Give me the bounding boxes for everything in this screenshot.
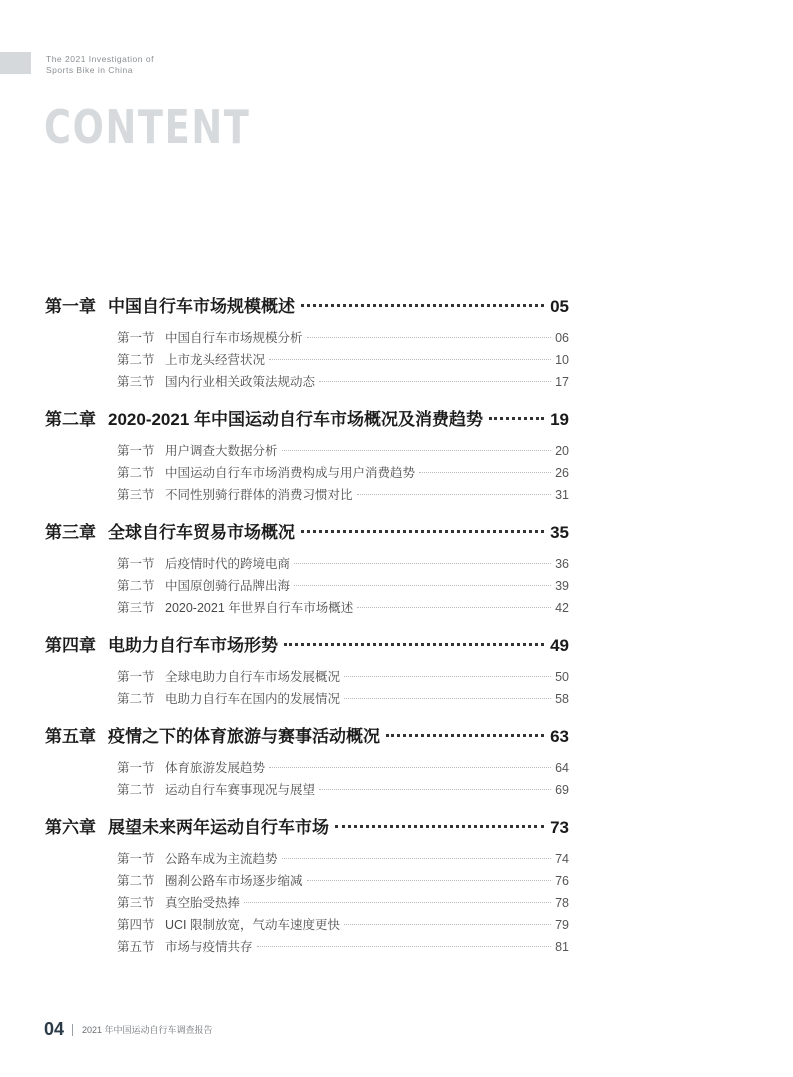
section-leader-dots [294,563,551,564]
section-leader-dots [269,359,551,360]
section-leader-dots [269,767,551,768]
footer [44,1019,213,1040]
section-number: 第一节 [117,852,155,866]
toc-chapter-entry[interactable] [45,405,569,435]
chapter-leader-dots [301,530,544,533]
toc-section-entry[interactable] [117,440,569,462]
chapter-page-number: 49 [550,636,569,655]
section-leader-dots [307,880,552,881]
toc-section-list [45,435,569,506]
section-page-number: 31 [555,488,569,502]
toc-chapter-entry[interactable] [45,518,569,548]
chapter-title: 展望未来两年运动自行车市场 [108,818,329,837]
header-subtitle [46,54,154,76]
chapter-number: 第三章 [45,523,96,542]
chapter-leader-dots [301,304,544,307]
section-leader-dots [319,789,551,790]
section-number: 第三节 [117,896,155,910]
section-title: 中国运动自行车市场消费构成与用户消费趋势 [165,466,416,480]
section-leader-dots [282,450,552,451]
toc-section-entry[interactable] [117,848,569,870]
toc-section-entry[interactable] [117,688,569,710]
chapter-page-number: 63 [550,727,569,746]
section-page-number: 69 [555,783,569,797]
toc-section-entry[interactable] [117,597,569,619]
chapter-number: 第六章 [45,818,96,837]
section-leader-dots [357,494,552,495]
section-leader-dots [319,381,551,382]
toc-section-entry[interactable] [117,892,569,914]
chapter-title: 中国自行车市场规模概述 [108,297,295,316]
section-leader-dots [307,337,552,338]
section-number: 第一节 [117,761,155,775]
section-leader-dots [344,698,551,699]
section-title: 运动自行车赛事现况与展望 [165,783,316,797]
toc-section-entry[interactable] [117,779,569,801]
chapter-leader-dots [489,417,544,420]
section-number: 第二节 [117,466,155,480]
section-page-number: 39 [555,579,569,593]
chapter-leader-dots [335,825,544,828]
toc-section-entry[interactable] [117,914,569,936]
toc-section-entry[interactable] [117,462,569,484]
chapter-number: 第五章 [45,727,96,746]
section-page-number: 36 [555,557,569,571]
section-title: 国内行业相关政策法规动态 [165,375,316,389]
toc-section-entry[interactable] [117,349,569,371]
section-title: 圈刹公路车市场逐步缩减 [165,874,303,888]
section-title: 真空胎受热捧 [165,896,241,910]
section-page-number: 64 [555,761,569,775]
chapter-title: 电助力自行车市场形势 [108,636,278,655]
section-title: UCI 限制放宽，气动车速度更快 [165,918,341,932]
chapter-title: 全球自行车贸易市场概况 [108,523,295,542]
section-number: 第一节 [117,444,155,458]
section-number: 第一节 [117,331,155,345]
section-leader-dots [419,472,551,473]
toc-section-entry[interactable] [117,666,569,688]
section-number: 第二节 [117,579,155,593]
section-title: 2020-2021 年世界自行车市场概述 [165,601,354,615]
section-title: 不同性别骑行群体的消费习惯对比 [165,488,353,502]
section-number: 第一节 [117,557,155,571]
section-leader-dots [244,902,551,903]
toc-chapter [45,631,569,710]
section-leader-dots [344,676,551,677]
section-title: 体育旅游发展趋势 [165,761,266,775]
section-number: 第二节 [117,874,155,888]
chapter-page-number: 35 [550,523,569,542]
toc-section-list [45,843,569,958]
section-number: 第三节 [117,601,155,615]
section-page-number: 42 [555,601,569,615]
section-page-number: 10 [555,353,569,367]
section-number: 第三节 [117,488,155,502]
chapter-number: 第二章 [45,410,96,429]
section-title: 上市龙头经营状况 [165,353,266,367]
toc-section-list [45,661,569,710]
section-title: 市场与疫情共存 [165,940,253,954]
toc-section-list [45,752,569,801]
section-page-number: 79 [555,918,569,932]
section-title: 全球电助力自行车市场发展概况 [165,670,341,684]
toc-section-list [45,322,569,393]
toc-section-entry[interactable] [117,757,569,779]
chapter-page-number: 73 [550,818,569,837]
section-number: 第一节 [117,670,155,684]
section-number: 第五节 [117,940,155,954]
section-number: 第二节 [117,783,155,797]
toc-chapter [45,292,569,393]
section-page-number: 81 [555,940,569,954]
toc-section-entry[interactable] [117,575,569,597]
section-page-number: 20 [555,444,569,458]
toc-section-list [45,548,569,619]
section-title: 中国原创骑行品牌出海 [165,579,291,593]
toc-section-entry[interactable] [117,484,569,506]
section-leader-dots [294,585,551,586]
page-title: CONTENT [44,100,251,154]
section-page-number: 26 [555,466,569,480]
toc-chapter-entry[interactable] [45,292,569,322]
table-of-contents [45,292,569,970]
section-page-number: 17 [555,375,569,389]
section-title: 电助力自行车在国内的发展情况 [165,692,341,706]
footer-page-number: 04 [44,1019,65,1039]
section-page-number: 58 [555,692,569,706]
section-leader-dots [282,858,552,859]
section-page-number: 78 [555,896,569,910]
chapter-number: 第一章 [45,297,96,316]
section-number: 第二节 [117,353,155,367]
chapter-page-number: 19 [550,410,569,429]
toc-chapter [45,813,569,958]
section-title: 中国自行车市场规模分析 [165,331,303,345]
section-page-number: 50 [555,670,569,684]
toc-section-entry[interactable] [117,553,569,575]
section-page-number: 74 [555,852,569,866]
toc-section-entry[interactable] [117,327,569,349]
section-title: 公路车成为主流趋势 [165,852,278,866]
header-subtitle-line-1: The 2021 Investigation of [46,54,154,64]
chapter-title: 疫情之下的体育旅游与赛事活动概况 [108,727,380,746]
section-number: 第二节 [117,692,155,706]
footer-separator [72,1024,73,1036]
toc-chapter-entry[interactable] [45,631,569,661]
section-page-number: 76 [555,874,569,888]
section-page-number: 06 [555,331,569,345]
section-number: 第三节 [117,375,155,389]
chapter-leader-dots [284,643,544,646]
toc-chapter [45,518,569,619]
toc-chapter-entry[interactable] [45,722,569,752]
header-subtitle-line-2: Sports Bike in China [46,65,134,75]
section-number: 第四节 [117,918,155,932]
section-title: 后疫情时代的跨境电商 [165,557,291,571]
toc-section-entry[interactable] [117,936,569,958]
header-tab-block [0,52,31,74]
toc-section-entry[interactable] [117,870,569,892]
toc-section-entry[interactable] [117,371,569,393]
section-leader-dots [344,924,551,925]
chapter-title: 2020-2021 年中国运动自行车市场概况及消费趋势 [108,410,484,429]
section-leader-dots [257,946,552,947]
section-title: 用户调查大数据分析 [165,444,278,458]
toc-chapter-entry[interactable] [45,813,569,843]
chapter-number: 第四章 [45,636,96,655]
toc-chapter [45,722,569,801]
toc-chapter [45,405,569,506]
chapter-leader-dots [386,734,544,737]
section-leader-dots [357,607,551,608]
footer-report-title: 2021 年中国运动自行车调查报告 [82,1025,213,1035]
chapter-page-number: 05 [550,297,569,316]
